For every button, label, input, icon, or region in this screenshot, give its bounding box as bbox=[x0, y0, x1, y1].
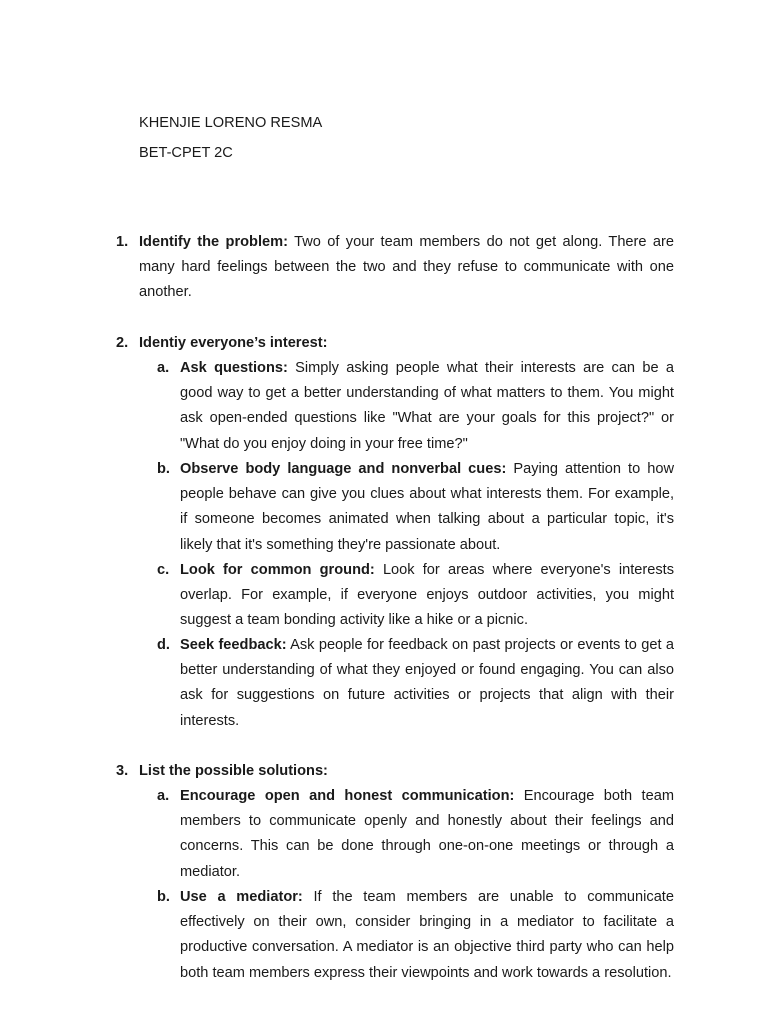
item-2b-label: Observe body language and nonverbal cues: bbox=[180, 461, 507, 477]
item-2c-paragraph bbox=[180, 558, 674, 634]
item-3b-letter: b. bbox=[157, 889, 170, 905]
item-1-paragraph bbox=[139, 230, 674, 306]
item-2c-letter: c. bbox=[157, 562, 170, 578]
item-1-label: Identify the problem: bbox=[139, 234, 288, 250]
item-2d-label: Seek feedback: bbox=[180, 637, 287, 653]
item-1-number: 1. bbox=[116, 234, 129, 250]
item-2d-letter: d. bbox=[157, 637, 170, 653]
item-2a-paragraph bbox=[180, 356, 674, 457]
item-2d-paragraph bbox=[180, 633, 674, 734]
item-3b-paragraph bbox=[180, 885, 674, 986]
item-3b-label: Use a mediator: bbox=[180, 889, 303, 905]
item-3a-letter: a. bbox=[157, 788, 170, 804]
student-section: BET-CPET 2C bbox=[139, 145, 233, 161]
item-2-title: Identiy everyone’s interest: bbox=[139, 335, 328, 351]
item-2b-letter: b. bbox=[157, 461, 170, 477]
item-3-title: List the possible solutions: bbox=[139, 763, 328, 779]
item-2a-text: Simply asking people what their interests are can be a good way to get a better understanding of what matters to them. You might ask open-ended questions like "What are your goals for this project?" or "What do you enjoy doing in your free time?" bbox=[180, 360, 675, 452]
item-3a-text: Encourage both team members to communicate openly and honestly about their feelings and concerns. This can be done through one-on-one meetings or through a mediator. bbox=[180, 788, 674, 880]
item-2b-text: Paying attention to how people behave can give you clues about what interests them. For example, if someone becomes animated when talking about a particular topic, it's likely that it's something they're passionate about. bbox=[180, 461, 674, 553]
item-3a-paragraph bbox=[180, 784, 674, 885]
student-name: KHENJIE LORENO RESMA bbox=[139, 115, 323, 131]
item-3a-label: Encourage open and honest communication: bbox=[180, 788, 515, 804]
item-2d-text: Ask people for feedback on past projects or events to get a better understanding of what they enjoyed or found engaging. You can also ask for suggestions on future activities or projects that align with their interests. bbox=[180, 637, 674, 729]
item-3-number: 3. bbox=[116, 763, 129, 779]
item-2a-letter: a. bbox=[157, 360, 170, 376]
item-2c-label: Look for common ground: bbox=[180, 562, 375, 578]
item-1-text: Two of your team members do not get along. There are many hard feelings between the two and they refuse to communicate with one another. bbox=[139, 234, 675, 301]
item-2-number: 2. bbox=[116, 335, 129, 351]
item-3b-text: If the team members are unable to communicate effectively on their own, consider bringing in a mediator to facilitate a productive conversation. A mediator is an objective third party who can help both team members express their viewpoints and work towards a resolution. bbox=[180, 889, 674, 981]
item-2a-label: Ask questions: bbox=[180, 360, 288, 376]
item-2b-paragraph bbox=[180, 457, 674, 558]
item-2c-text: Look for areas where everyone's interests overlap. For example, if everyone enjoys outdoor activities, you might suggest a team bonding activity like a hike or a picnic. bbox=[180, 562, 675, 629]
